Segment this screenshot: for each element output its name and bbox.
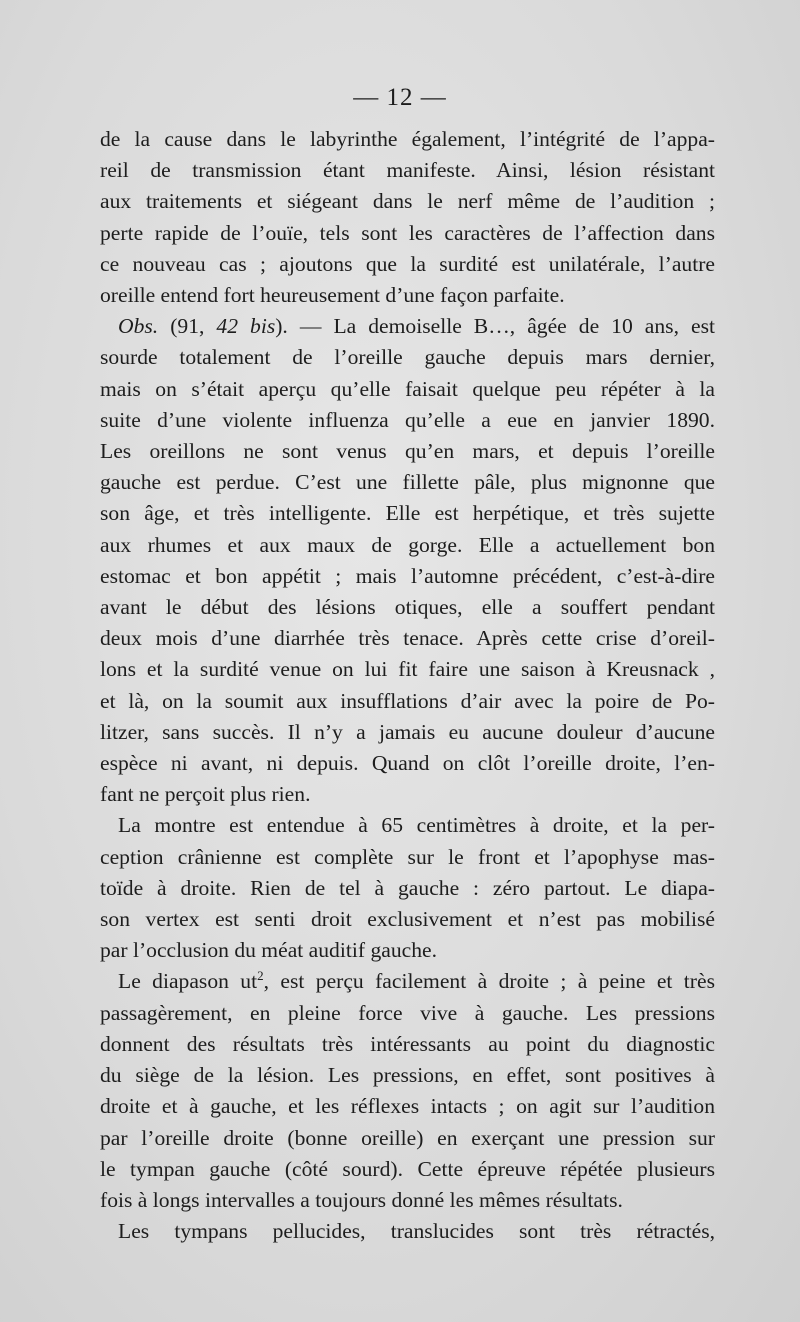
text-line: estomac et bon appétit ; mais l’automne précédent, c’est-à-dire <box>100 563 715 588</box>
text-line: gauche est perdue. C’est une fillette pâle, plus mignonne que <box>100 470 715 495</box>
text-line: toïde à droite. Rien de tel à gauche : zéro partout. Le diapa- <box>100 875 715 900</box>
text-line: lons et la surdité venue on lui fit faire une saison à Kreusnack , <box>100 657 715 682</box>
diapason-suffix: , est perçu facilement à droite ; à peine et très <box>263 969 715 994</box>
text-line: mais on s’était aperçu qu’elle faisait quelque peu répéter à la <box>100 376 715 401</box>
text-line: aux traitements et siégeant dans le nerf même de l’audition ; <box>100 189 715 214</box>
text-line: litzer, sans succès. Il n’y a jamais eu aucune douleur d’aucune <box>100 719 715 744</box>
paragraph-4 <box>100 966 715 1216</box>
page-number: — 12 — <box>353 84 447 111</box>
text-line: son âge, et très intelligente. Elle est herpétique, et très sujette <box>100 501 715 526</box>
paragraph-1 <box>100 124 715 311</box>
text-line: aux rhumes et aux maux de gorge. Elle a actuellement bon <box>100 532 715 557</box>
obs-ref-close: ). — La demoiselle B…, âgée de 10 ans, est <box>275 314 715 339</box>
text-line: donnent des résultats très intéressants au point du diagnostic <box>100 1031 715 1056</box>
obs-label: Obs. <box>118 314 159 339</box>
text-line: passagèrement, en pleine force vive à gauche. Les pressions <box>100 1000 715 1025</box>
paragraph-3 <box>100 810 715 966</box>
obs-ref-open: (91, <box>158 314 217 339</box>
text-line: de la cause dans le labyrinthe également, l’intégrité de l’appa- <box>100 127 715 151</box>
text-line: avant le début des lésions otiques, elle a souffert pendant <box>100 595 715 620</box>
text-line: du siège de la lésion. Les pressions, en effet, sont positives à <box>100 1063 715 1088</box>
obs-ref-italic: 42 bis <box>216 314 276 339</box>
diapason-line <box>100 966 715 997</box>
text-line: Les oreillons ne sont venus qu’en mars, et depuis l’oreille <box>100 439 715 464</box>
text-line: espèce ni avant, ni depuis. Quand on clôt l’oreille droite, l’en- <box>100 751 715 776</box>
text-line: deux mois d’une diarrhée très tenace. Après cette crise d’oreil- <box>100 626 715 651</box>
text-line: fant ne perçoit plus rien. <box>100 782 311 807</box>
text-line: par l’oreille droite (bonne oreille) en exerçant une pression sur <box>100 1125 715 1150</box>
text-line: ception crânienne est complète sur le front et l’apophyse mas- <box>100 844 715 869</box>
text-line: Les tympans pellucides, translucides sont très rétractés, <box>118 1219 715 1244</box>
observation-heading-line <box>100 311 715 342</box>
text-line: droite et à gauche, et les réflexes intacts ; on agit sur l’audition <box>100 1094 715 1119</box>
text-line: ce nouveau cas ; ajoutons que la surdité est unilatérale, l’autre <box>100 251 715 276</box>
paragraph-5 <box>100 1216 715 1247</box>
text-line: La montre est entendue à 65 centimètres à droite, et la per- <box>118 813 715 838</box>
superscript: 2 <box>257 968 264 984</box>
paragraph-2-observation <box>100 311 715 810</box>
body-text <box>100 124 715 1247</box>
text-line: perte rapide de l’ouïe, tels sont les caractères de l’affection dans <box>100 220 715 245</box>
text-line: reil de transmission étant manifeste. Ainsi, lésion résistant <box>100 158 715 183</box>
text-line: oreille entend fort heureusement d’une façon parfaite. <box>100 283 565 308</box>
diapason-prefix: Le diapason ut <box>118 969 258 994</box>
text-line: le tympan gauche (côté sourd). Cette épreuve répétée plusieurs <box>100 1156 715 1181</box>
text-line: fois à longs intervalles a toujours donné les mêmes résultats. <box>100 1187 623 1212</box>
text-line: sourde totalement de l’oreille gauche depuis mars dernier, <box>100 345 715 370</box>
text-line: son vertex est senti droit exclusivement et n’est pas mobilisé <box>100 907 715 932</box>
text-line: et là, on la soumit aux insufflations d’air avec la poire de Po- <box>100 688 715 713</box>
text-line: par l’occlusion du méat auditif gauche. <box>100 938 437 963</box>
text-line: suite d’une violente influenza qu’elle a eue en janvier 1890. <box>100 407 715 432</box>
